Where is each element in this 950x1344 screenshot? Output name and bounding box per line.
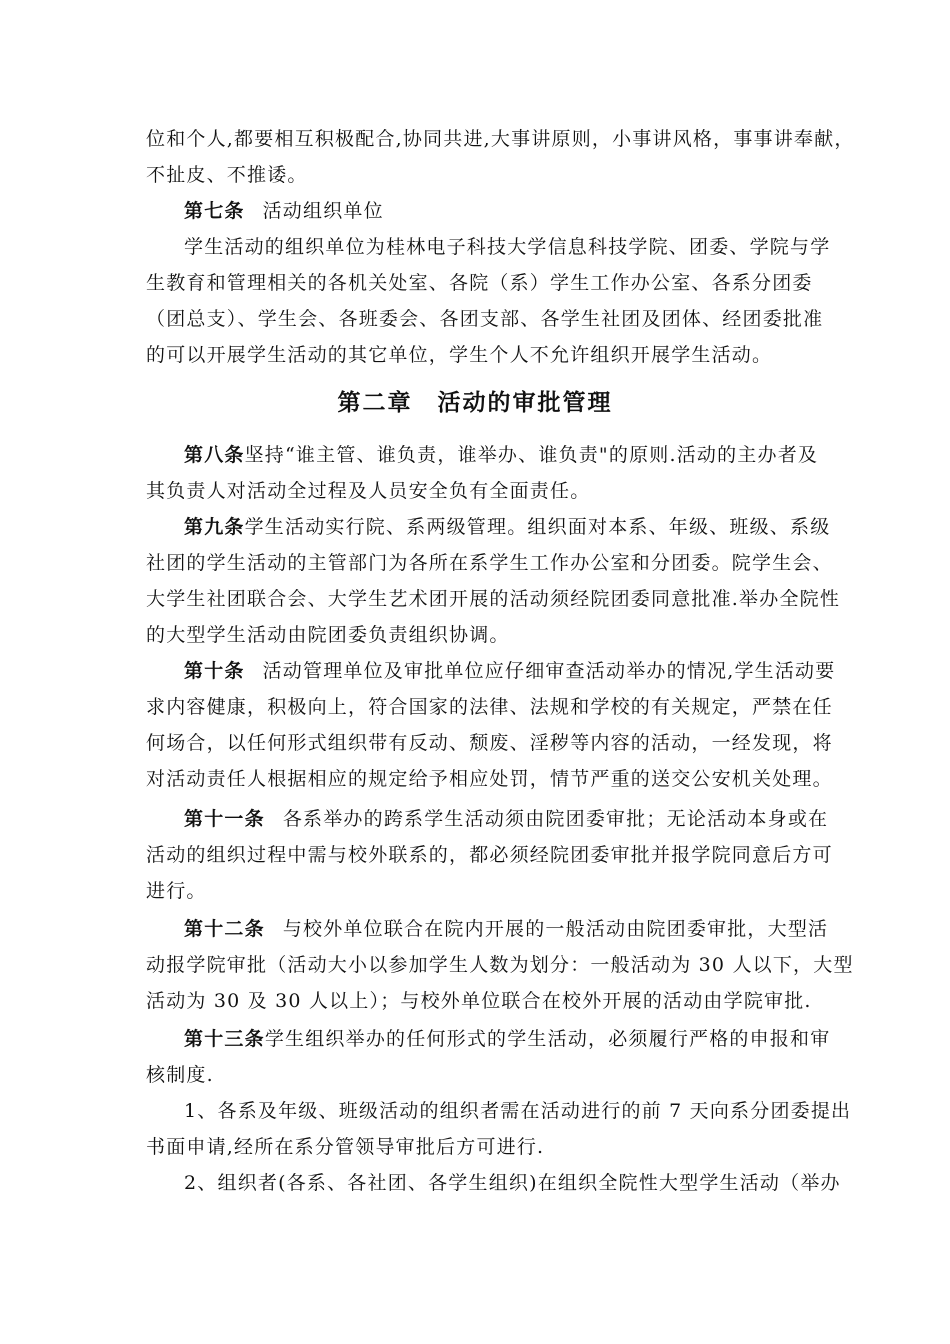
article-8 — [184, 442, 819, 468]
article-text: 学生活动实行院、系两级管理。组织面对本系、年级、班级、系级 — [244, 516, 831, 538]
paragraph-line: 的可以开展学生活动的其它单位，学生个人不允许组织开展学生活动。 — [146, 344, 773, 366]
list-item: 1、各系及年级、班级活动的组织者需在活动进行的前 7 天向系分团委提出 — [184, 1100, 852, 1122]
paragraph-line: 活动的组织过程中需与校外联系的，都必须经院团委审批并报学院同意后方可 — [146, 844, 833, 866]
paragraph-line: 位和个人,都要相互积极配合,协同共进,大事讲原则，小事讲风格，事事讲奉献， — [146, 128, 855, 150]
article-label: 第八条 — [184, 444, 245, 466]
paragraph-line: 书面申请,经所在系分管领导审批后方可进行. — [146, 1136, 545, 1158]
article-text: 活动管理单位及审批单位应仔细审查活动举办的情况,学生活动要 — [262, 660, 836, 682]
article-text: 与校外单位联合在院内开展的一般活动由院团委审批，大型活 — [282, 918, 829, 940]
article-9 — [184, 514, 831, 540]
article-text: 坚持“谁主管、谁负责，谁举办、谁负责"的原则.活动的主办者及 — [244, 444, 819, 466]
article-11 — [184, 806, 829, 832]
article-7-heading — [184, 198, 810, 224]
article-label: 第九条 — [184, 516, 245, 538]
paragraph-line: 其负责人对活动全过程及人员安全负有全面责任。 — [146, 480, 591, 502]
chapter-heading: 第二章 活动的审批管理 — [337, 389, 613, 416]
article-title: 活动组织单位 — [262, 200, 384, 222]
article-text: 学生组织举办的任何形式的学生活动，必须履行严格的申报和审 — [264, 1028, 831, 1050]
paragraph-line: 活动为 30 及 30 人以上）；与校外单位联合在校外开展的活动由学院审批. — [146, 990, 812, 1012]
list-item: 2、组织者(各系、各社团、各学生组织)在组织全院性大型学生活动（举办 — [184, 1172, 841, 1194]
article-text: 各系举办的跨系学生活动须由院团委审批；无论活动本身或在 — [282, 808, 829, 830]
paragraph-line: 何场合，以任何形式组织带有反动、颓废、淫秽等内容的活动，一经发现，将 — [146, 732, 833, 754]
article-10 — [184, 658, 836, 684]
article-12 — [184, 916, 829, 942]
article-label: 第十三条 — [184, 1028, 265, 1050]
paragraph-line: 生教育和管理相关的各机关处室、各院（系）学生工作办公室、各系分团委 — [146, 272, 813, 294]
paragraph-line: （团总支）、学生会、各班委会、各团支部、各学生社团及团体、经团委批准 — [146, 308, 824, 330]
paragraph-line: 对活动责任人根据相应的规定给予相应处罚，情节严重的送交公安机关处理。 — [146, 768, 833, 790]
paragraph-line: 社团的学生活动的主管部门为各所在系学生工作办公室和分团委。院学生会、 — [146, 552, 833, 574]
article-label: 第十一条 — [184, 808, 265, 830]
paragraph-line: 学生活动的组织单位为桂林电子科技大学信息科技学院、团委、学院与学 — [184, 236, 831, 258]
paragraph-line: 求内容健康，积极向上，符合国家的法律、法规和学校的有关规定，严禁在任 — [146, 696, 833, 718]
article-label: 第七条 — [184, 200, 245, 222]
paragraph-line: 大学生社团联合会、大学生艺术团开展的活动须经院团委同意批准.举办全院性 — [146, 588, 841, 610]
article-label: 第十条 — [184, 660, 245, 682]
paragraph-line: 进行。 — [146, 880, 207, 902]
paragraph-line: 的大型学生活动由院团委负责组织协调。 — [146, 624, 510, 646]
paragraph-line: 核制度. — [146, 1064, 214, 1086]
article-label: 第十二条 — [184, 918, 265, 940]
paragraph-line: 不扯皮、不推诿。 — [146, 164, 308, 186]
paragraph-line: 动报学院审批（活动大小以参加学生人数为划分：一般活动为 30 人以下，大型 — [146, 954, 854, 976]
article-13 — [184, 1026, 831, 1052]
